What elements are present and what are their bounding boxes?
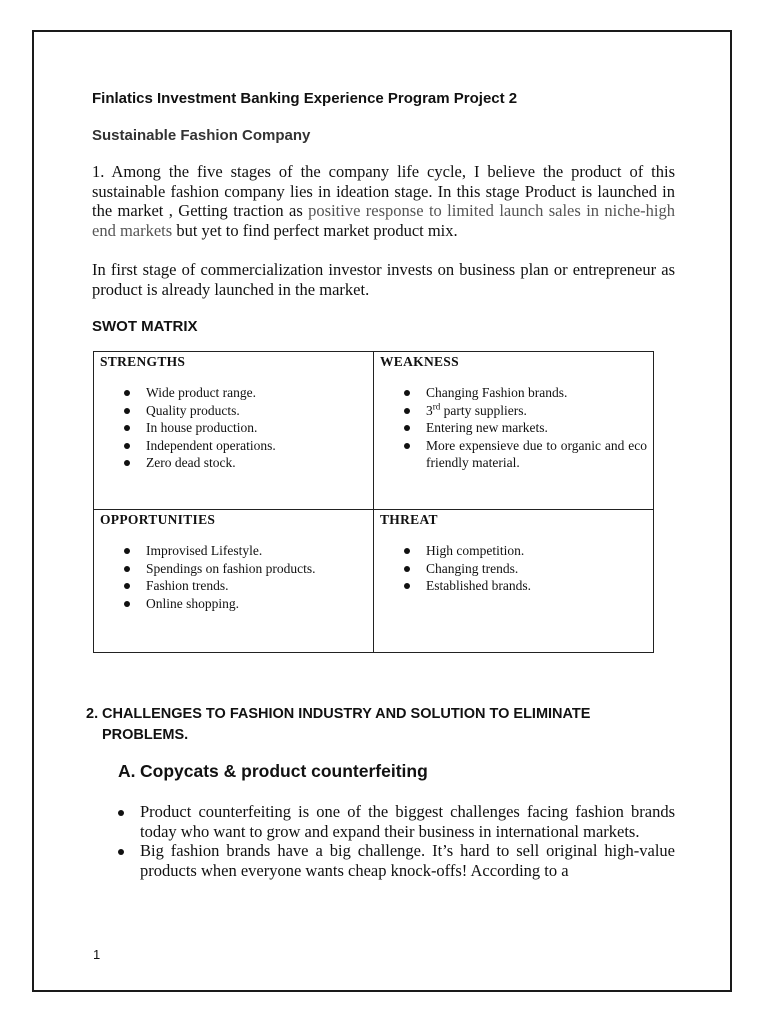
subsection-a-title: Copycats & product counterfeiting <box>140 761 428 781</box>
swot-strengths-item: In house production. <box>122 419 367 437</box>
swot-strengths-item: Wide product range. <box>122 384 367 402</box>
swot-threat-cell <box>374 510 654 653</box>
swot-title: SWOT MATRIX <box>92 318 198 335</box>
swot-opportunities-item: Spendings on fashion products. <box>122 560 367 578</box>
swot-opportunities-item: Improvised Lifestyle. <box>122 542 367 560</box>
document-subtitle: Sustainable Fashion Company <box>92 127 311 144</box>
swot-weakness-list <box>380 384 647 472</box>
swot-threat-item: Established brands. <box>402 577 647 595</box>
swot-threat-list <box>380 542 647 595</box>
swot-matrix-table <box>93 351 654 653</box>
section-2-heading-line1: CHALLENGES TO FASHION INDUSTRY AND SOLUTION TO ELIMINATE <box>102 706 591 722</box>
swot-strengths-item: Quality products. <box>122 402 367 420</box>
swot-weakness-item-num: 3 <box>426 402 433 418</box>
swot-threat-item: Changing trends. <box>402 560 647 578</box>
swot-threat-heading: THREAT <box>380 512 438 527</box>
subsection-a-heading <box>118 761 428 782</box>
swot-strengths-item: Zero dead stock. <box>122 454 367 472</box>
section-2-number: 2. <box>86 706 99 722</box>
subsection-a-letter: A. <box>118 761 136 781</box>
swot-weakness-heading: WEAKNESS <box>380 354 459 369</box>
page-number: 1 <box>93 947 101 962</box>
swot-weakness-item: More expensieve due to organic and eco friendly material. <box>402 437 647 472</box>
paragraph-life-cycle-highlight: positive response to limited launch sales in niche-high end markets <box>92 201 675 240</box>
swot-strengths-item: Independent operations. <box>122 437 367 455</box>
paragraph-life-cycle <box>92 162 675 240</box>
paragraph-life-cycle-text-a: 1. Among the five stages of the company life cycle, I believe the product of this sustainable fashion company lies in ideation stage. In this stage Product is launched in the market , Getting traction as <box>92 162 675 220</box>
swot-opportunities-heading: OPPORTUNITIES <box>100 512 216 527</box>
swot-weakness-item-sup: rd <box>432 401 441 411</box>
paragraph-commercialization: In first stage of commercialization investor invests on business plan or entrepreneur as product is already launched in the market. <box>92 260 675 299</box>
swot-weakness-item-rest: party suppliers. <box>440 402 527 418</box>
bullet-item: Product counterfeiting is one of the biggest challenges facing fashion brands today who want to grow and expand their business in international markets. <box>118 802 675 841</box>
swot-weakness-item: Changing Fashion brands. <box>402 384 647 402</box>
section-2-heading <box>86 704 590 746</box>
bullet-item: Big fashion brands have a big challenge. It’s hard to sell original high-value products when everyone wants cheap knock-offs! According to a <box>118 841 675 880</box>
swot-opportunities-item: Online shopping. <box>122 595 367 613</box>
counterfeiting-bullets <box>118 802 675 880</box>
swot-weakness-cell <box>374 352 654 510</box>
section-2-heading-line2: PROBLEMS. <box>102 727 189 743</box>
paragraph-life-cycle-text-b: but yet to find perfect market product mix. <box>172 220 458 240</box>
swot-weakness-item: Entering new markets. <box>402 419 647 437</box>
swot-strengths-list <box>100 384 367 472</box>
swot-opportunities-item: Fashion trends. <box>122 577 367 595</box>
swot-strengths-heading: STRENGTHS <box>100 354 186 369</box>
swot-weakness-item <box>402 402 647 420</box>
swot-strengths-cell <box>94 352 374 510</box>
swot-threat-item: High competition. <box>402 542 647 560</box>
swot-opportunities-cell <box>94 510 374 653</box>
document-title: Finlatics Investment Banking Experience Program Project 2 <box>92 90 518 107</box>
swot-opportunities-list <box>100 542 367 612</box>
